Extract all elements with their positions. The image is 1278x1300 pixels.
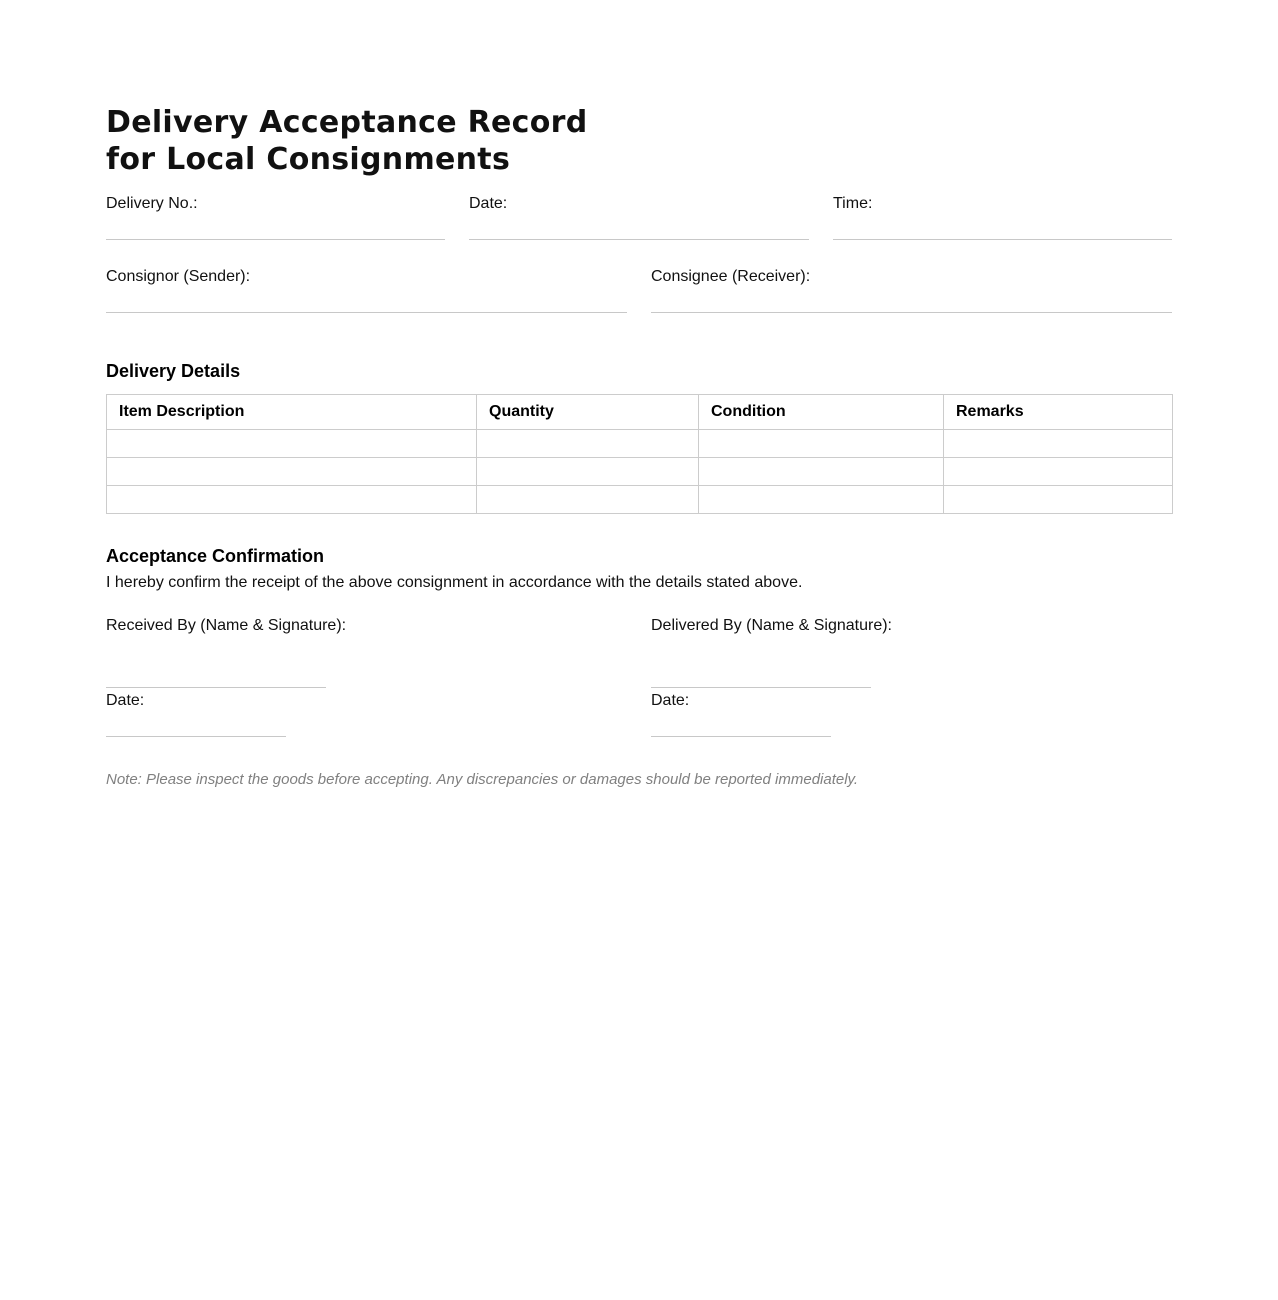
consignee-field[interactable] [651, 268, 1172, 313]
page-title [106, 104, 588, 178]
title-line-1: Delivery Acceptance Record [106, 105, 588, 140]
table-cell[interactable] [944, 486, 1173, 514]
column-header-remarks: Remarks [944, 395, 1173, 430]
time-label: Time: [833, 195, 873, 212]
acceptance-confirmation-heading: Acceptance Confirmation [106, 546, 325, 566]
column-header-item-description: Item Description [107, 395, 477, 430]
inspection-note: Note: Please inspect the goods before accepting. Any discrepancies or damages should be reported immediately. [106, 771, 859, 788]
table-cell[interactable] [107, 430, 477, 458]
delivery-no-field[interactable] [106, 195, 445, 240]
table-cell[interactable] [477, 430, 699, 458]
date-line [469, 239, 809, 240]
consignee-line [651, 312, 1172, 313]
delivery-details-table [106, 394, 1173, 514]
table-cell[interactable] [699, 430, 944, 458]
date-field[interactable] [469, 195, 809, 240]
column-header-quantity: Quantity [477, 395, 699, 430]
table-cell[interactable] [477, 486, 699, 514]
table-cell[interactable] [107, 486, 477, 514]
received-by-signature-field[interactable] [106, 617, 347, 688]
time-field[interactable] [833, 195, 1172, 240]
delivery-no-line [106, 239, 445, 240]
received-date-line [106, 736, 286, 737]
consignor-field[interactable] [106, 268, 627, 313]
received-date-field[interactable] [106, 692, 286, 737]
table-cell[interactable] [944, 458, 1173, 486]
title-line-2: for Local Consignments [106, 142, 511, 177]
consignee-label: Consignee (Receiver): [651, 268, 811, 285]
time-line [833, 239, 1172, 240]
consignor-label: Consignor (Sender): [106, 268, 251, 285]
delivery-details-heading: Delivery Details [106, 361, 241, 381]
delivered-by-signature-field[interactable] [651, 617, 892, 688]
confirmation-statement: I hereby confirm the receipt of the above consignment in accordance with the details stated above. [106, 574, 803, 591]
received-by-label: Received By (Name & Signature): [106, 617, 347, 634]
delivered-by-label: Delivered By (Name & Signature): [651, 617, 892, 634]
delivered-by-line [651, 687, 871, 688]
received-date-label: Date: [106, 692, 145, 709]
table-header-row [107, 395, 1173, 430]
column-header-condition: Condition [699, 395, 944, 430]
delivered-date-label: Date: [651, 692, 690, 709]
table-cell[interactable] [107, 458, 477, 486]
table-cell[interactable] [477, 458, 699, 486]
consignor-line [106, 312, 627, 313]
delivery-no-label: Delivery No.: [106, 195, 198, 212]
date-label: Date: [469, 195, 508, 212]
delivered-date-field[interactable] [651, 692, 831, 737]
table-row [107, 458, 1173, 486]
table-cell[interactable] [944, 430, 1173, 458]
table-row [107, 430, 1173, 458]
table-cell[interactable] [699, 458, 944, 486]
table-row [107, 486, 1173, 514]
delivered-date-line [651, 736, 831, 737]
table-cell[interactable] [699, 486, 944, 514]
received-by-line [106, 687, 326, 688]
